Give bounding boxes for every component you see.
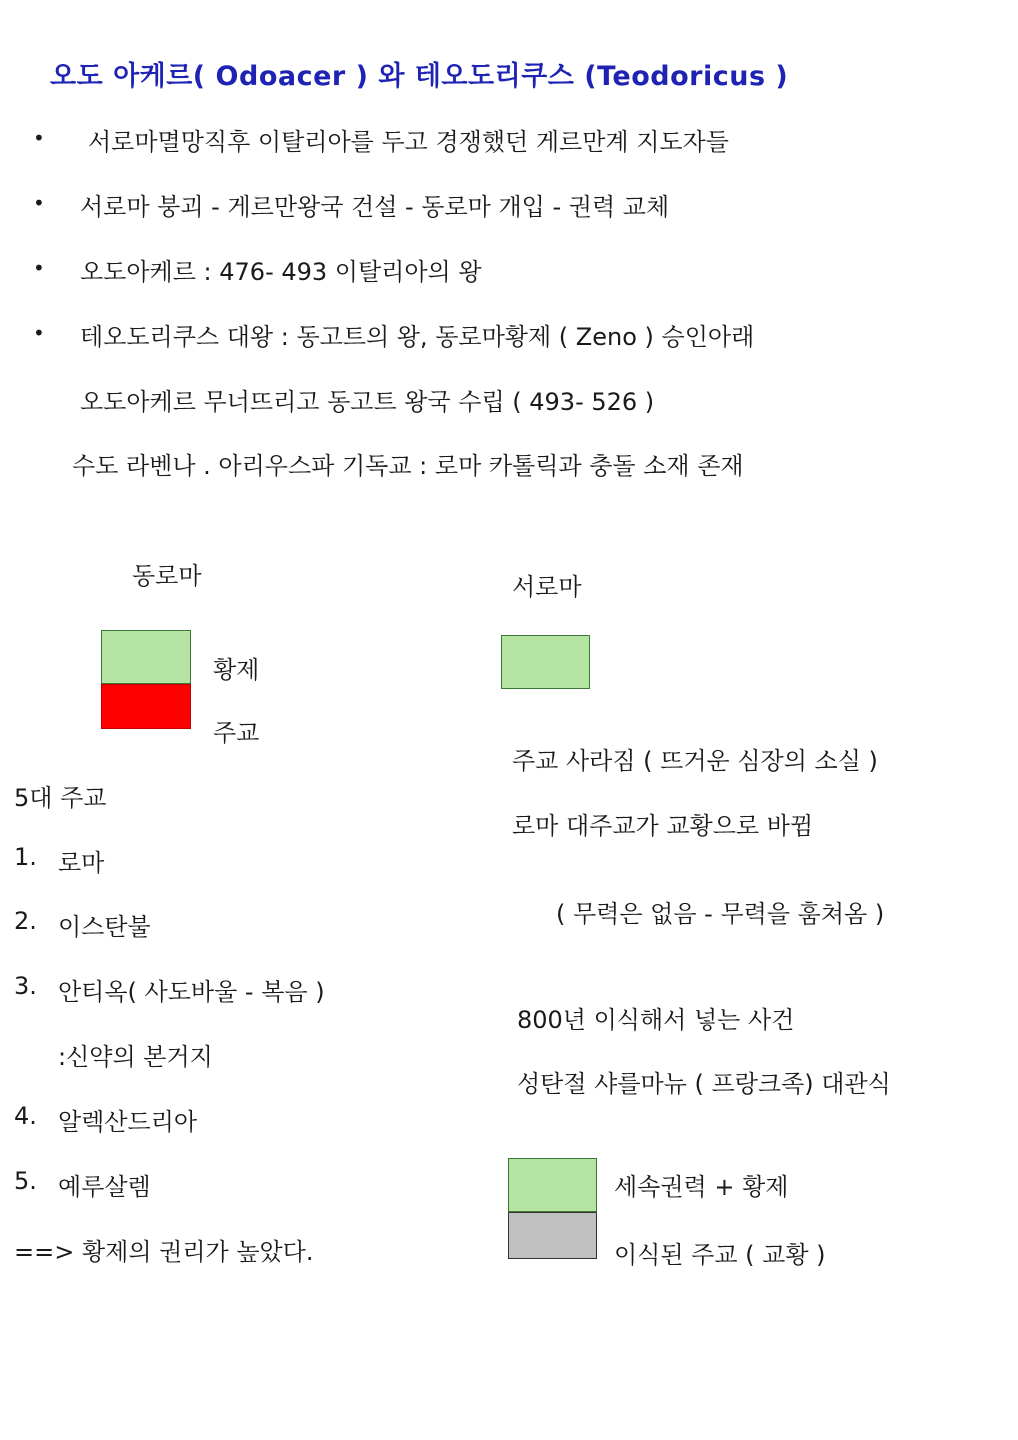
west-note-5: 성탄절 샤를마뉴 ( 프랑크족) 대관식 [517,1070,891,1098]
bullet-continuation-1: 오도아케르 무너뜨리고 동고트 왕국 수립 ( 493- 526 ) [80,388,655,416]
west-pope-box [508,1212,597,1259]
bullet-item-4: 테오도리쿠스 대왕 : 동고트의 왕, 동로마황제 ( Zeno ) 승인아래 [80,323,755,351]
bullet-continuation-2: 수도 라벤나 . 아리우스파 기독교 : 로마 카톨릭과 충돌 소재 존재 [72,452,744,480]
west-secular-box [508,1158,597,1212]
east-bishop-label: 주교 [213,719,260,747]
west-pope-label: 이식된 주교 ( 교황 ) [614,1241,826,1269]
west-emperor-box [501,635,590,689]
bullet-item-1: 서로마멸망직후 이탈리아를 두고 경쟁했던 게르만계 지도자들 [88,128,729,156]
east-emperor-box [101,630,191,684]
list-item-number: 1. [14,843,37,871]
bullet-item-2: 서로마 붕괴 - 게르만왕국 건설 - 동로마 개입 - 권력 교체 [80,193,670,221]
east-emperor-label: 황제 [213,656,260,684]
list-item: 로마 [58,849,105,877]
east-bishop-box [101,684,191,729]
conclusion-text: ==> 황제의 권리가 높았다. [14,1238,314,1266]
list-item-number: 4. [14,1102,37,1130]
page-title: 오도 아케르( Odoacer ) 와 테오도리쿠스 (Teodoricus ) [50,61,789,92]
west-note-4: 800년 이식해서 넣는 사건 [517,1006,795,1034]
list-item-number: 2. [14,907,37,935]
list-item-note: :신약의 본거지 [58,1043,213,1071]
west-secular-label: 세속권력 + 황제 [614,1173,789,1201]
west-note-2: 로마 대주교가 교황으로 바뀜 [512,812,814,840]
bullet-icon: • [33,321,45,345]
west-note-1: 주교 사라짐 ( 뜨거운 심장의 소실 ) [512,747,878,775]
list-item: 예루살렘 [58,1173,151,1201]
west-rome-heading: 서로마 [512,573,582,601]
bullet-icon: • [33,126,45,150]
west-note-3: ( 무력은 없음 - 무력을 훔쳐옴 ) [556,900,885,928]
bullet-item-3: 오도아케르 : 476- 493 이탈리아의 왕 [80,258,482,286]
five-bishops-heading: 5대 주교 [14,784,107,812]
list-item-number: 5. [14,1167,37,1195]
list-item-number: 3. [14,972,37,1000]
east-rome-heading: 동로마 [132,562,202,590]
list-item: 안티옥( 사도바울 - 복음 ) [58,978,325,1006]
list-item: 알렉산드리아 [58,1108,198,1136]
bullet-icon: • [33,256,45,280]
bullet-icon: • [33,191,45,215]
list-item: 이스탄불 [58,913,151,941]
